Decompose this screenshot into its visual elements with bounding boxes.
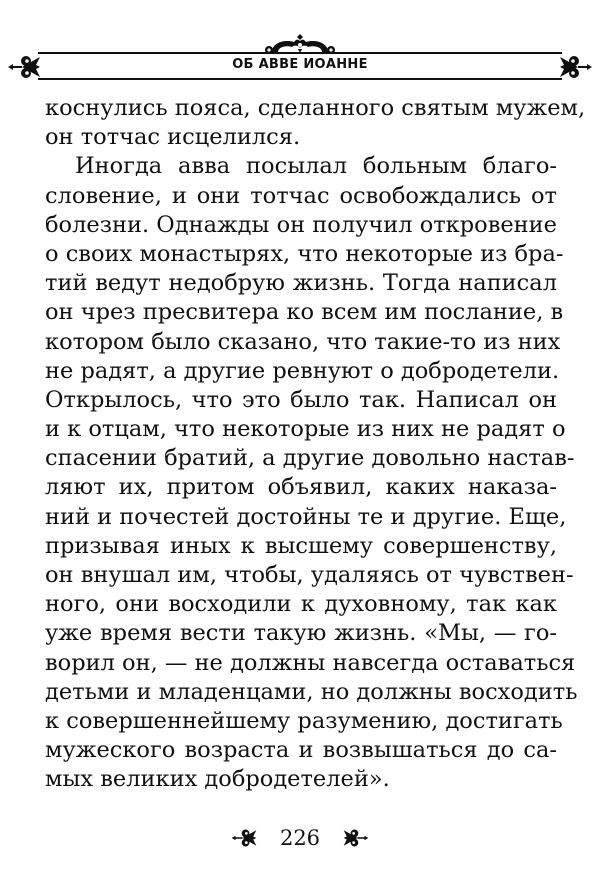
text-line: болезни. Однажды он получил откровение <box>45 211 557 238</box>
text-line: словение, и они тотчас освобождались от <box>45 182 557 209</box>
text-line: он тотчас исцелился. <box>45 124 301 151</box>
text-line: мужеского возраста и возвышаться до са- <box>45 737 557 764</box>
text-line: уже время вести такую жизнь. «Мы, — го- <box>45 620 557 647</box>
crown-ornament-icon <box>262 33 338 55</box>
paragraph-start-line: Иногда авва посылал больным благо- <box>75 153 557 180</box>
text-line: к совершеннейшему разумению, достигать <box>45 707 563 734</box>
text-line: он внушал им, чтобы, удаляясь от чувствен- <box>45 562 574 588</box>
running-head-title: ОБ АВВЕ ИОАННЕ <box>232 57 368 72</box>
text-line: призывая иных к высшему совершенству, <box>45 532 557 559</box>
text-line: ворил он, — не должны навсегда оставаться <box>45 649 576 676</box>
text-line: и к отцам, что некоторые из них не радят о <box>45 416 566 443</box>
header-rule-bottom <box>38 78 562 80</box>
text-line: ляют их, притом объявил, каких наказа- <box>45 474 557 501</box>
text-line: мых великих добродетелей». <box>45 766 390 793</box>
text-line: ний и почестей достойны те и другие. Еще, <box>45 503 567 530</box>
text-line: ного, они восходили к духовному, так как <box>45 591 557 618</box>
page-number: 226 <box>279 826 321 850</box>
fleuron-right-icon <box>342 828 370 848</box>
text-line: не радят, а другие ревнуют о добродетели. <box>45 357 560 384</box>
text-line: спасении братий, а другие довольно настав- <box>45 445 575 472</box>
text-line: котором было сказано, что такие-то из них <box>45 328 561 355</box>
fleuron-left-icon <box>230 828 258 848</box>
text-line: он чрез пресвитера ко всем им послание, в <box>45 299 564 326</box>
text-line: детьми и младенцами, но должны восходить <box>45 678 578 705</box>
page-header <box>0 30 600 90</box>
text-line: коснулись пояса, сделанного святым мужем, <box>45 95 586 121</box>
fleuron-right-icon <box>558 54 594 80</box>
text-line: тий ведут недобрую жизнь. Тогда написал <box>45 270 557 297</box>
text-line: о своих монастырях, что некоторые из бра- <box>45 240 564 267</box>
page-footer <box>0 826 600 858</box>
text-line: Открылось, что это было так. Написал он <box>45 386 557 413</box>
body-text <box>45 94 586 795</box>
